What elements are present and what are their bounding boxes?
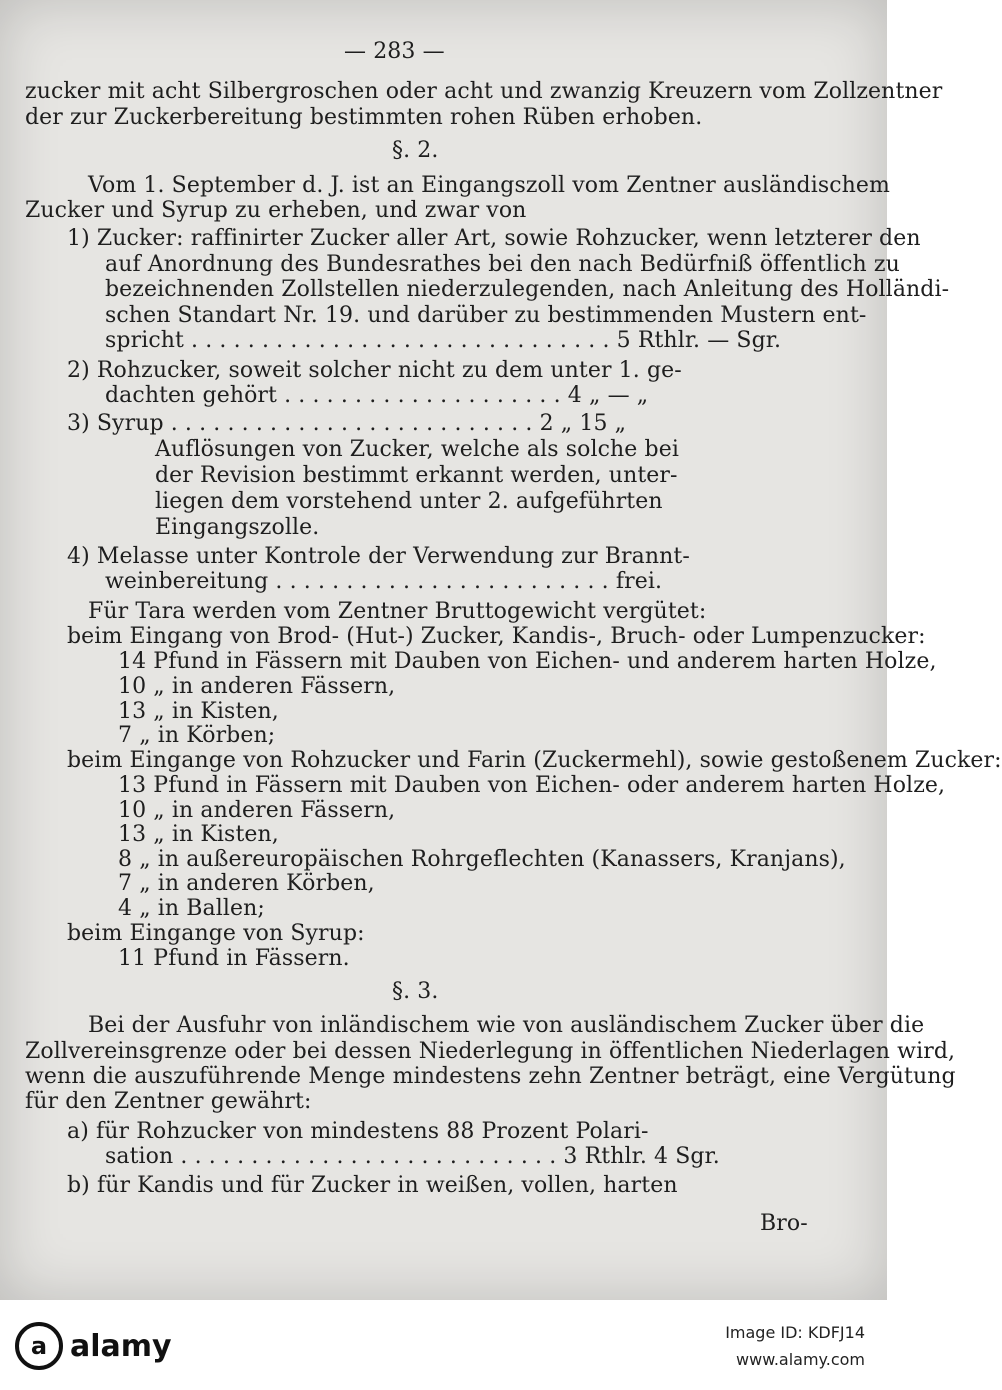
text-line: 14 Pfund in Fässern mit Dauben von Eichen- und anderem harten Holze,	[118, 649, 937, 674]
text-line: 10 „ in anderen Fässern,	[118, 798, 396, 823]
text-line: 8 „ in außereuropäischen Rohrgeflechten (Kanassers, Kranjans),	[118, 847, 846, 872]
text-line: 3) Syrup . . . . . . . . . . . . . . . . . . . . . . . . . . 2 „ 15 „	[67, 411, 627, 436]
text-line: Bei der Ausfuhr von inländischem wie von ausländischem Zucker über die	[88, 1013, 925, 1038]
text-line: 4) Melasse unter Kontrole der Verwendung zur Brannt-	[67, 544, 690, 569]
text-line: 7 „ in Körben;	[118, 723, 276, 748]
text-line: Vom 1. September d. J. ist an Eingangszoll vom Zentner ausländischem	[88, 173, 890, 198]
text-line: b) für Kandis und für Zucker in weißen, vollen, harten	[67, 1173, 678, 1198]
text-line: Für Tara werden vom Zentner Bruttogewicht vergütet:	[88, 599, 707, 624]
text-line: Zucker und Syrup zu erheben, und zwar von	[25, 198, 527, 223]
alamy-logo-icon	[14, 1321, 64, 1371]
text-line: beim Eingange von Rohzucker und Farin (Zuckermehl), sowie gestoßenem Zucker:	[67, 748, 1002, 773]
text-line: liegen dem vorstehend unter 2. aufgeführten	[155, 489, 663, 514]
text-line: 4 „ in Ballen;	[118, 896, 265, 921]
text-line: beim Eingange von Syrup:	[67, 921, 365, 946]
image-id: Image ID: KDFJ14	[725, 1323, 865, 1342]
text-line: für den Zentner gewährt:	[25, 1089, 312, 1114]
text-line: Eingangszolle.	[155, 515, 320, 540]
text-line: 13 „ in Kisten,	[118, 699, 279, 724]
text-line: sation . . . . . . . . . . . . . . . . . . . . . . . . . . . 3 Rthlr. 4 Sgr.	[105, 1144, 720, 1169]
text-line: 1) Zucker: raffinirter Zucker aller Art, sowie Rohzucker, wenn letzterer den	[67, 226, 921, 251]
text-line: 10 „ in anderen Fässern,	[118, 674, 396, 699]
section-heading: §. 3.	[392, 979, 439, 1004]
text-line: auf Anordnung des Bundesrathes bei den nach Bedürfniß öffentlich zu	[105, 252, 900, 277]
page-number: — 283 —	[344, 39, 445, 64]
svg-text:a: a	[30, 1332, 48, 1360]
text-line: bezeichnenden Zollstellen niederzulegenden, nach Anleitung des Holländi-	[105, 277, 950, 302]
text-line: Zollvereinsgrenze oder bei dessen Niederlegung in öffentlichen Niederlagen wird,	[25, 1039, 956, 1064]
catchword: Bro-	[760, 1211, 808, 1236]
brand-name: alamy	[70, 1328, 172, 1364]
text-line: der zur Zuckerbereitung bestimmten rohen Rüben erhoben.	[25, 105, 703, 130]
text-line: 7 „ in anderen Körben,	[118, 871, 375, 896]
text-line: a) für Rohzucker von mindestens 88 Prozent Polari-	[67, 1119, 649, 1144]
text-line: spricht . . . . . . . . . . . . . . . . . . . . . . . . . . . . . . 5 Rthlr. — Sgr.	[105, 328, 782, 353]
text-line: 13 „ in Kisten,	[118, 822, 279, 847]
text-line: Auflösungen von Zucker, welche als solche bei	[155, 437, 679, 462]
text-line: schen Standart Nr. 19. und darüber zu bestimmenden Mustern ent-	[105, 303, 867, 328]
brand-logo	[14, 1316, 179, 1376]
text-line: 13 Pfund in Fässern mit Dauben von Eichen- oder anderem harten Holze,	[118, 773, 946, 798]
text-line: beim Eingang von Brod- (Hut-) Zucker, Kandis-, Bruch- oder Lumpenzucker:	[67, 624, 926, 649]
text-line: dachten gehört . . . . . . . . . . . . . . . . . . . . 4 „ — „	[105, 383, 649, 408]
text-line: weinbereitung . . . . . . . . . . . . . . . . . . . . . . . . frei.	[105, 569, 663, 594]
text-line: wenn die auszuführende Menge mindestens zehn Zentner beträgt, eine Vergütung	[25, 1064, 956, 1089]
text-line: 2) Rohzucker, soweit solcher nicht zu dem unter 1. ge-	[67, 358, 682, 383]
text-line: 11 Pfund in Fässern.	[118, 946, 350, 971]
site-url: www.alamy.com	[736, 1350, 865, 1369]
section-heading: §. 2.	[392, 138, 439, 163]
text-line: zucker mit acht Silbergroschen oder acht und zwanzig Kreuzern vom Zollzentner	[25, 79, 943, 104]
text-line: der Revision bestimmt erkannt werden, unter-	[155, 463, 678, 488]
